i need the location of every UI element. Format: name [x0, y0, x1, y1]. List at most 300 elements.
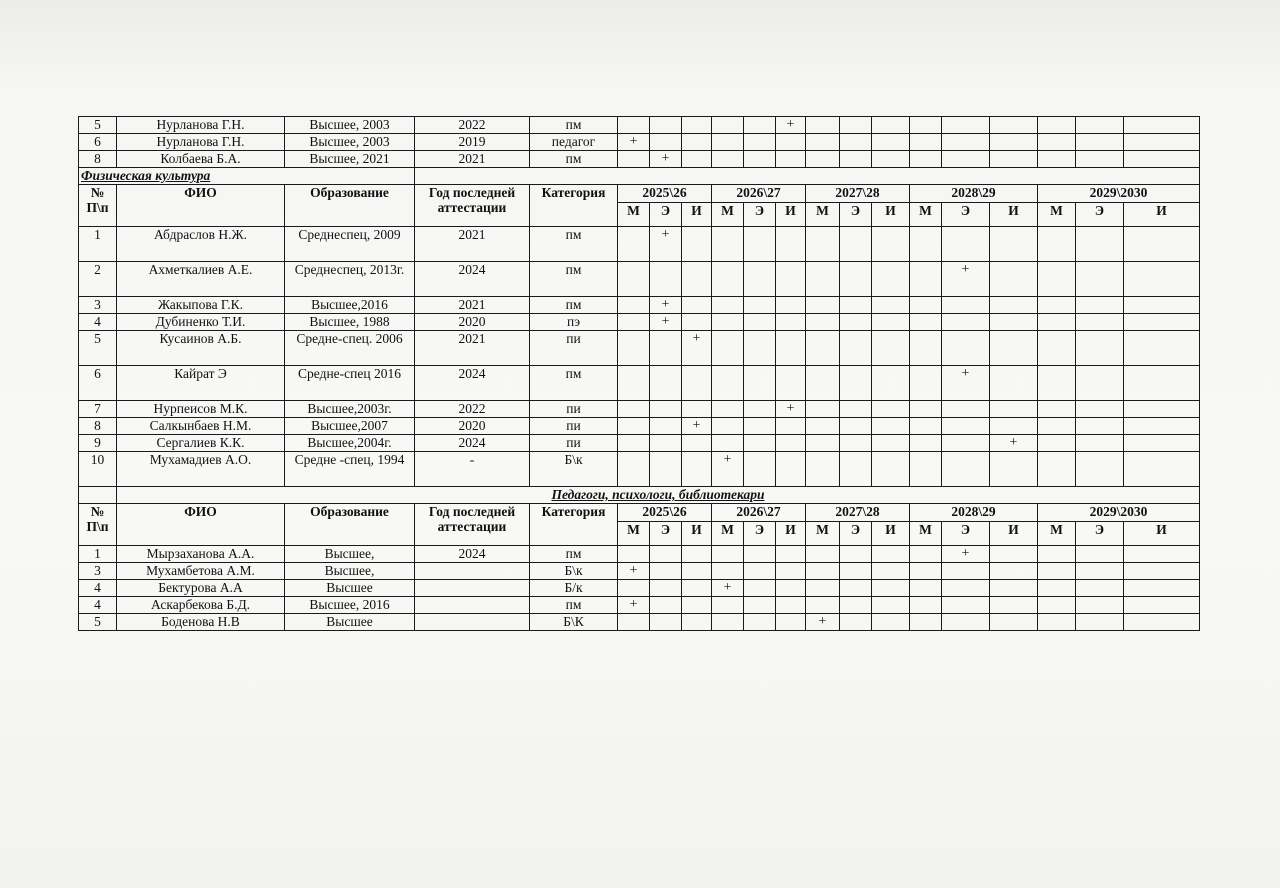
- row-number: 6: [79, 134, 117, 151]
- schedule-cell: [840, 297, 872, 314]
- schedule-cell: [942, 418, 990, 435]
- schedule-cell: [650, 580, 682, 597]
- schedule-cell: [1038, 314, 1076, 331]
- section-title: Физическая культура: [79, 168, 415, 185]
- schedule-cell: [1124, 435, 1200, 452]
- schedule-cell: [910, 614, 942, 631]
- schedule-cell: [650, 331, 682, 366]
- last-attestation-year: 2024: [415, 435, 530, 452]
- schedule-cell: [840, 331, 872, 366]
- schedule-cell: [872, 614, 910, 631]
- table-row: [79, 597, 1200, 614]
- schedule-cell: [872, 117, 910, 134]
- last-attestation-year: 2019: [415, 134, 530, 151]
- schedule-cell: [712, 314, 744, 331]
- schedule-cell: [776, 580, 806, 597]
- header-period-letter: Э: [1076, 522, 1124, 546]
- schedule-cell: [618, 546, 650, 563]
- header-school-year: 2028\29: [910, 504, 1038, 522]
- schedule-cell: [990, 297, 1038, 314]
- schedule-cell: [1124, 597, 1200, 614]
- schedule-cell: [744, 117, 776, 134]
- last-attestation-year: 2021: [415, 297, 530, 314]
- schedule-cell: [910, 401, 942, 418]
- schedule-cell: [712, 331, 744, 366]
- teacher-name: Ахметкалиев А.Е.: [117, 262, 285, 297]
- schedule-cell: [806, 227, 840, 262]
- header-period-letter: М: [1038, 203, 1076, 227]
- schedule-cell: [776, 597, 806, 614]
- category: пи: [530, 401, 618, 418]
- schedule-cell: +: [618, 134, 650, 151]
- schedule-cell: [618, 435, 650, 452]
- schedule-cell: [910, 117, 942, 134]
- schedule-cell: [682, 452, 712, 487]
- schedule-cell: [1038, 452, 1076, 487]
- schedule-cell: [1124, 401, 1200, 418]
- category: пм: [530, 262, 618, 297]
- schedule-cell: [840, 401, 872, 418]
- last-attestation-year: -: [415, 452, 530, 487]
- schedule-cell: [806, 151, 840, 168]
- header-school-year: 2027\28: [806, 504, 910, 522]
- schedule-cell: [1076, 331, 1124, 366]
- schedule-cell: [1124, 366, 1200, 401]
- schedule-cell: [650, 401, 682, 418]
- header-school-year: 2026\27: [712, 185, 806, 203]
- schedule-cell: +: [712, 580, 744, 597]
- schedule-cell: [1038, 597, 1076, 614]
- schedule-cell: [712, 597, 744, 614]
- schedule-cell: [806, 117, 840, 134]
- schedule-cell: [1076, 314, 1124, 331]
- last-attestation-year: [415, 614, 530, 631]
- last-attestation-year: [415, 597, 530, 614]
- schedule-cell: [942, 614, 990, 631]
- header-period-letter: Э: [840, 203, 872, 227]
- schedule-cell: [776, 134, 806, 151]
- last-attestation-year: 2020: [415, 314, 530, 331]
- schedule-cell: [712, 117, 744, 134]
- teacher-name: Мухамбетова А.М.: [117, 563, 285, 580]
- schedule-cell: [1124, 546, 1200, 563]
- header-last-attestation: Год последней аттестации: [415, 504, 530, 546]
- schedule-cell: [942, 151, 990, 168]
- schedule-cell: +: [942, 262, 990, 297]
- header-row: [79, 504, 1200, 522]
- schedule-cell: [1038, 418, 1076, 435]
- schedule-cell: [872, 134, 910, 151]
- section-title-row: [79, 487, 1200, 504]
- schedule-cell: [872, 331, 910, 366]
- schedule-cell: [712, 366, 744, 401]
- schedule-cell: [1124, 227, 1200, 262]
- education: Высшее: [285, 580, 415, 597]
- table-row: [79, 297, 1200, 314]
- schedule-cell: [872, 563, 910, 580]
- education: Высшее,: [285, 563, 415, 580]
- teacher-name: Абдраслов Н.Ж.: [117, 227, 285, 262]
- teacher-name: Жакыпова Г.К.: [117, 297, 285, 314]
- row-number: 4: [79, 314, 117, 331]
- schedule-cell: [1124, 262, 1200, 297]
- schedule-cell: [776, 563, 806, 580]
- education: Высшее, 2016: [285, 597, 415, 614]
- schedule-cell: [1124, 117, 1200, 134]
- schedule-cell: [840, 452, 872, 487]
- schedule-cell: [650, 262, 682, 297]
- schedule-cell: [776, 331, 806, 366]
- schedule-cell: [1038, 366, 1076, 401]
- category: пм: [530, 297, 618, 314]
- schedule-cell: [682, 401, 712, 418]
- teacher-name: Нурпеисов М.К.: [117, 401, 285, 418]
- schedule-cell: [650, 134, 682, 151]
- teacher-name: Нурланова Г.Н.: [117, 134, 285, 151]
- last-attestation-year: [415, 563, 530, 580]
- schedule-cell: [806, 452, 840, 487]
- row-number: 10: [79, 452, 117, 487]
- schedule-cell: [682, 366, 712, 401]
- schedule-cell: [682, 597, 712, 614]
- teacher-name: Мухамадиев А.О.: [117, 452, 285, 487]
- schedule-cell: [1076, 546, 1124, 563]
- schedule-cell: [618, 331, 650, 366]
- education: Средне-спец 2016: [285, 366, 415, 401]
- header-school-year: 2029\2030: [1038, 504, 1200, 522]
- schedule-cell: [1038, 117, 1076, 134]
- header-period-letter: М: [806, 522, 840, 546]
- schedule-cell: [776, 151, 806, 168]
- header-period-letter: И: [1124, 522, 1200, 546]
- schedule-cell: +: [712, 452, 744, 487]
- schedule-cell: [872, 314, 910, 331]
- attestation-schedule-table: [78, 116, 1200, 631]
- schedule-cell: [990, 117, 1038, 134]
- schedule-cell: [840, 418, 872, 435]
- teacher-name: Колбаева Б.А.: [117, 151, 285, 168]
- schedule-cell: [682, 435, 712, 452]
- schedule-cell: [650, 546, 682, 563]
- schedule-cell: [872, 366, 910, 401]
- schedule-cell: [712, 418, 744, 435]
- schedule-cell: [744, 546, 776, 563]
- last-attestation-year: 2021: [415, 151, 530, 168]
- schedule-cell: [990, 366, 1038, 401]
- category: Б\К: [530, 614, 618, 631]
- schedule-cell: [806, 418, 840, 435]
- header-period-letter: Э: [1076, 203, 1124, 227]
- schedule-cell: [744, 151, 776, 168]
- table-row: [79, 134, 1200, 151]
- row-number: 1: [79, 227, 117, 262]
- schedule-cell: [744, 452, 776, 487]
- schedule-cell: [744, 227, 776, 262]
- header-period-letter: М: [618, 203, 650, 227]
- schedule-cell: [942, 117, 990, 134]
- schedule-cell: [806, 435, 840, 452]
- schedule-cell: [712, 546, 744, 563]
- schedule-cell: [682, 314, 712, 331]
- schedule-cell: [618, 401, 650, 418]
- schedule-cell: [682, 134, 712, 151]
- schedule-cell: [840, 117, 872, 134]
- schedule-cell: [1124, 151, 1200, 168]
- schedule-cell: [1124, 614, 1200, 631]
- schedule-cell: [1076, 262, 1124, 297]
- header-last-attestation: Год последней аттестации: [415, 185, 530, 227]
- schedule-cell: [942, 314, 990, 331]
- row-number: 6: [79, 366, 117, 401]
- section-title-filler: [79, 487, 117, 504]
- schedule-cell: [1124, 580, 1200, 597]
- last-attestation-year: 2024: [415, 546, 530, 563]
- schedule-cell: [1038, 262, 1076, 297]
- schedule-cell: [1038, 297, 1076, 314]
- schedule-cell: [990, 151, 1038, 168]
- table-row: [79, 452, 1200, 487]
- header-period-letter: И: [682, 522, 712, 546]
- schedule-cell: [712, 435, 744, 452]
- category: пэ: [530, 314, 618, 331]
- schedule-cell: [650, 435, 682, 452]
- schedule-cell: [618, 580, 650, 597]
- schedule-cell: [840, 546, 872, 563]
- schedule-cell: [990, 580, 1038, 597]
- schedule-cell: [872, 546, 910, 563]
- education: Среднеспец, 2009: [285, 227, 415, 262]
- schedule-cell: [990, 314, 1038, 331]
- schedule-cell: +: [776, 401, 806, 418]
- schedule-cell: +: [650, 227, 682, 262]
- schedule-cell: [910, 297, 942, 314]
- schedule-cell: [840, 614, 872, 631]
- header-school-year: 2028\29: [910, 185, 1038, 203]
- schedule-cell: [744, 418, 776, 435]
- education: Высшее,2007: [285, 418, 415, 435]
- schedule-cell: [682, 151, 712, 168]
- schedule-cell: [1124, 331, 1200, 366]
- schedule-cell: [840, 227, 872, 262]
- schedule-cell: [712, 614, 744, 631]
- schedule-cell: [806, 580, 840, 597]
- schedule-cell: [744, 614, 776, 631]
- schedule-cell: [682, 297, 712, 314]
- schedule-cell: +: [618, 563, 650, 580]
- category: пм: [530, 546, 618, 563]
- schedule-cell: [744, 262, 776, 297]
- section-title: Педагоги, психологи, библиотекари: [117, 487, 1200, 504]
- header-period-letter: И: [682, 203, 712, 227]
- schedule-cell: [712, 134, 744, 151]
- schedule-cell: [1124, 418, 1200, 435]
- schedule-cell: +: [990, 435, 1038, 452]
- schedule-cell: [776, 418, 806, 435]
- schedule-cell: [1124, 314, 1200, 331]
- header-education: Образование: [285, 185, 415, 227]
- schedule-cell: [1038, 151, 1076, 168]
- schedule-cell: [650, 452, 682, 487]
- schedule-cell: [806, 262, 840, 297]
- last-attestation-year: 2021: [415, 331, 530, 366]
- teacher-name: Кусаинов А.Б.: [117, 331, 285, 366]
- schedule-cell: [990, 546, 1038, 563]
- last-attestation-year: 2024: [415, 262, 530, 297]
- schedule-cell: [840, 314, 872, 331]
- header-school-year: 2029\2030: [1038, 185, 1200, 203]
- schedule-cell: [744, 435, 776, 452]
- schedule-cell: [618, 227, 650, 262]
- schedule-cell: [910, 331, 942, 366]
- table-row: [79, 563, 1200, 580]
- header-category: Категория: [530, 504, 618, 546]
- schedule-cell: [618, 418, 650, 435]
- schedule-cell: [990, 614, 1038, 631]
- row-number: 4: [79, 580, 117, 597]
- schedule-cell: [840, 134, 872, 151]
- row-number: 3: [79, 563, 117, 580]
- schedule-cell: [744, 314, 776, 331]
- teacher-name: Сергалиев К.К.: [117, 435, 285, 452]
- schedule-cell: [990, 262, 1038, 297]
- row-number: 5: [79, 117, 117, 134]
- schedule-cell: [872, 227, 910, 262]
- teacher-name: Бектурова А.А: [117, 580, 285, 597]
- schedule-cell: [682, 227, 712, 262]
- schedule-cell: +: [618, 597, 650, 614]
- education: Высшее,: [285, 546, 415, 563]
- section-title-row: [79, 168, 1200, 185]
- header-period-letter: И: [776, 203, 806, 227]
- category: педагог: [530, 134, 618, 151]
- category: Б\к: [530, 452, 618, 487]
- header-period-letter: М: [806, 203, 840, 227]
- header-school-year: 2025\26: [618, 185, 712, 203]
- table-row: [79, 546, 1200, 563]
- schedule-cell: [806, 366, 840, 401]
- schedule-cell: [990, 331, 1038, 366]
- header-education: Образование: [285, 504, 415, 546]
- education: Высшее, 2003: [285, 117, 415, 134]
- schedule-cell: [1076, 597, 1124, 614]
- table-row: [79, 418, 1200, 435]
- teacher-name: Салкынбаев Н.М.: [117, 418, 285, 435]
- teacher-name: Дубиненко Т.И.: [117, 314, 285, 331]
- schedule-cell: [618, 262, 650, 297]
- teacher-name: Кайрат Э: [117, 366, 285, 401]
- schedule-cell: [1038, 435, 1076, 452]
- schedule-cell: +: [776, 117, 806, 134]
- schedule-cell: [1124, 452, 1200, 487]
- schedule-cell: [840, 580, 872, 597]
- header-school-year: 2025\26: [618, 504, 712, 522]
- schedule-cell: [744, 401, 776, 418]
- schedule-cell: [1038, 227, 1076, 262]
- schedule-cell: [1076, 227, 1124, 262]
- header-period-letter: М: [910, 522, 942, 546]
- category: пи: [530, 331, 618, 366]
- schedule-cell: [1038, 614, 1076, 631]
- education: Среднеспец, 2013г.: [285, 262, 415, 297]
- schedule-cell: +: [650, 314, 682, 331]
- last-attestation-year: 2022: [415, 117, 530, 134]
- schedule-cell: [806, 597, 840, 614]
- header-period-letter: И: [990, 203, 1038, 227]
- header-number: № П\п: [79, 185, 117, 227]
- schedule-cell: [942, 563, 990, 580]
- last-attestation-year: 2021: [415, 227, 530, 262]
- row-number: 5: [79, 614, 117, 631]
- schedule-cell: [776, 227, 806, 262]
- schedule-cell: [776, 262, 806, 297]
- category: пм: [530, 366, 618, 401]
- table-row: [79, 401, 1200, 418]
- schedule-cell: [1076, 435, 1124, 452]
- schedule-cell: [1038, 546, 1076, 563]
- schedule-cell: [1076, 117, 1124, 134]
- table-row: [79, 227, 1200, 262]
- row-number: 3: [79, 297, 117, 314]
- education: Средне-спец. 2006: [285, 331, 415, 366]
- schedule-cell: +: [650, 151, 682, 168]
- schedule-cell: [942, 597, 990, 614]
- schedule-cell: [942, 331, 990, 366]
- schedule-cell: [910, 262, 942, 297]
- schedule-cell: [1038, 134, 1076, 151]
- schedule-cell: [872, 297, 910, 314]
- schedule-cell: [990, 418, 1038, 435]
- teacher-name: Нурланова Г.Н.: [117, 117, 285, 134]
- schedule-cell: [712, 297, 744, 314]
- schedule-cell: [1076, 297, 1124, 314]
- schedule-cell: +: [806, 614, 840, 631]
- schedule-cell: [618, 117, 650, 134]
- header-period-letter: М: [1038, 522, 1076, 546]
- schedule-cell: [682, 614, 712, 631]
- schedule-cell: [840, 366, 872, 401]
- category: пм: [530, 597, 618, 614]
- schedule-cell: [744, 297, 776, 314]
- schedule-cell: [712, 227, 744, 262]
- schedule-cell: [942, 134, 990, 151]
- schedule-cell: [910, 227, 942, 262]
- schedule-cell: [910, 563, 942, 580]
- schedule-cell: [1038, 401, 1076, 418]
- schedule-cell: [1076, 401, 1124, 418]
- schedule-cell: [1076, 563, 1124, 580]
- schedule-cell: [650, 117, 682, 134]
- table-row: [79, 614, 1200, 631]
- table-row: [79, 262, 1200, 297]
- schedule-cell: [618, 151, 650, 168]
- education: Высшее, 1988: [285, 314, 415, 331]
- category: пм: [530, 151, 618, 168]
- schedule-cell: [990, 563, 1038, 580]
- schedule-cell: [990, 227, 1038, 262]
- schedule-cell: [1076, 134, 1124, 151]
- category: пм: [530, 227, 618, 262]
- schedule-cell: [806, 314, 840, 331]
- header-period-letter: М: [712, 203, 744, 227]
- schedule-cell: [910, 452, 942, 487]
- schedule-cell: [910, 134, 942, 151]
- schedule-cell: +: [942, 546, 990, 563]
- schedule-cell: [840, 262, 872, 297]
- table-row: [79, 580, 1200, 597]
- header-period-letter: М: [712, 522, 744, 546]
- schedule-cell: [712, 262, 744, 297]
- schedule-cell: [1124, 563, 1200, 580]
